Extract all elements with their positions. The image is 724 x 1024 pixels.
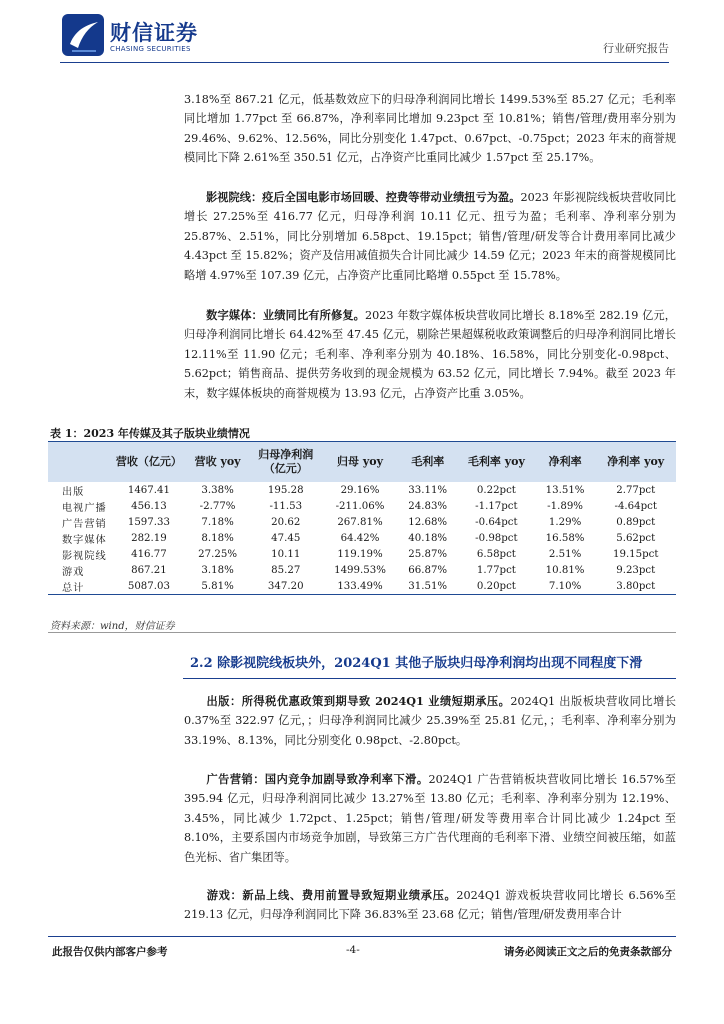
paragraph-lead: 数字媒体：业绩同比有所修复。 xyxy=(206,308,366,322)
table-header-cell: 营收（亿元） xyxy=(112,442,187,483)
paragraph-advertising xyxy=(184,770,676,867)
table-cell: 40.18% xyxy=(408,532,448,544)
table-cell: 20.62 xyxy=(271,516,301,528)
table-cell: 867.21 xyxy=(131,564,167,576)
table-cell: 3.80pct xyxy=(595,578,676,595)
paragraph-film-cinema xyxy=(184,188,676,285)
table-cell: 64.42% xyxy=(340,532,380,544)
table-cell: 1467.41 xyxy=(127,484,170,496)
table-cell: 6.58pct xyxy=(476,548,516,560)
table-cell: -211.06% xyxy=(335,500,385,512)
table-header-cell: 净利率 xyxy=(535,442,596,483)
table-cell: 24.83% xyxy=(408,500,448,512)
table-row xyxy=(48,530,676,546)
table-header-cell: 营收 yoy xyxy=(186,442,248,483)
chasing-securities-logo-icon xyxy=(62,14,104,56)
table-cell: 85.27 xyxy=(271,564,301,576)
table-cell: 1499.53% xyxy=(334,564,386,576)
table-cell: 1597.33 xyxy=(127,516,170,528)
table-cell: 25.87% xyxy=(408,548,448,560)
table-cell: 5087.03 xyxy=(112,578,187,595)
paragraph-text: 2024Q1 广告营销板块营收同比增长 16.57%至 395.94 亿元，归母净利润同比减少 13.27%至 13.80 亿元；毛利率、净利率分别为 12.19%、3.45%，同比减少 1.72pct、1.25pct；销售/管理/研发等费用率合计同比减少 1.24pct 至 8.10%，主要系国内市场竞争加剧，导致第三方广告代理商的毛利率下滑、业绩空间被压缩，如蓝色光标、省广集团等。 xyxy=(184,773,676,864)
table-cell: 456.13 xyxy=(131,500,167,512)
table-cell: -11.53 xyxy=(269,500,303,512)
table-header-cell xyxy=(48,442,112,483)
table-header-cell: 毛利率 xyxy=(397,442,458,483)
table-cell: 47.45 xyxy=(271,532,301,544)
table-cell: 12.68% xyxy=(408,516,448,528)
table-cell: 5.81% xyxy=(186,578,248,595)
table-cell: 5.62pct xyxy=(616,532,656,544)
table-cell: 0.20pct xyxy=(458,578,535,595)
paragraph-text: 2023 年影视院线板块营收同比增长 27.25%至 416.77 亿元，归母净利润 10.11 亿元、扭亏为盈；毛利率、净利率分别为 25.87%、2.51%，同比分别增加 6.58pct、19.15pct；销售/管理/研发等合计费用率同比减少 4.43pct 至 15.82%；资产及信用减值损失合计同比减少 14.59 亿元；2023 年末的商誉规模同比略增 4.97%至 107.39 亿元，占净资产比重同比略增 0.55pct 至 15.78%。 xyxy=(184,191,676,282)
footer-disclaimer: 此报告仅供内部客户参考 xyxy=(52,946,168,958)
paragraph-publishing xyxy=(184,692,676,750)
table-cell: 数字媒体 xyxy=(62,534,107,546)
table-cell: 7.18% xyxy=(201,516,234,528)
paragraph-text: 3.18%至 867.21 亿元，低基数效应下的归母净利润同比增长 1499.53%至 85.27 亿元；毛利率同比增加 1.77pct 至 66.87%，净利率同比增加 9.23pct 至 10.81%；销售/管理/费用率分别为 29.46%、9.62%、12.56%，同比分别变化 1.47pct、0.67pct、-0.75pct；2023 年末的商誉规模同比下降 2.61%至 350.51 亿元，占净资产比重同比减少 1.57pct 至 25.17%。 xyxy=(184,93,676,165)
performance-table-container xyxy=(48,441,676,595)
table-cell: 267.81% xyxy=(337,516,383,528)
table-row xyxy=(48,578,676,595)
table-header-row xyxy=(48,442,676,483)
report-type-label: 行业研究报告 xyxy=(603,42,669,55)
table-cell: 2.51% xyxy=(548,548,582,560)
section-title: 2.2 除影视院线板块外，2024Q1 其他子版块归母净利润均出现不同程度下滑 xyxy=(190,656,643,671)
table-cell: 416.77 xyxy=(131,548,167,560)
table-cell: 3.18% xyxy=(201,564,234,576)
table-cell: 游戏 xyxy=(62,566,85,578)
table-header-cell: 归母 yoy xyxy=(323,442,398,483)
table-row xyxy=(48,482,676,498)
page-number: -4- xyxy=(346,944,360,956)
table-cell: 7.10% xyxy=(535,578,596,595)
table-cell: -1.17pct xyxy=(475,500,518,512)
table-cell: 347.20 xyxy=(249,578,323,595)
table-row xyxy=(48,498,676,514)
paragraph-lead: 广告营销：国内竞争加剧导致净利率下滑。 xyxy=(206,772,429,786)
logo-chinese-name: 财信证券 xyxy=(110,21,198,45)
table-cell: -4.64pct xyxy=(614,500,657,512)
paragraph-text: 2023 年数字媒体板块营收同比增长 8.18%至 282.19 亿元，归母净利润同比增长 64.42%至 47.45 亿元，剔除芒果超媒税收政策调整后的归母净利润同比增长 12.11%至 11.90 亿元；毛利率、净利率分别为 40.18%、16.58%，同比分别变化-0.98pct、5.62pct；销售商品、提供劳务收到的现金规模为 63.52 亿元，同比增长 7.94%。截至 2023 年末，数字媒体板块的商誉规模为 13.93 亿元，占净资产比重 3.05%。 xyxy=(184,309,676,400)
paragraph-digital-media xyxy=(184,306,676,403)
table-header-cell: 归母净利润（亿元） xyxy=(249,442,323,483)
table-cell: 31.51% xyxy=(397,578,458,595)
table-cell: 9.23pct xyxy=(616,564,656,576)
table-cell: 282.19 xyxy=(131,532,167,544)
source-divider xyxy=(48,632,676,633)
header-divider xyxy=(60,62,669,63)
paragraph-lead: 出版：所得税优惠政策到期导致 2024Q1 业绩短期承压。 xyxy=(206,694,511,708)
table-cell: -2.77% xyxy=(199,500,236,512)
performance-table xyxy=(48,441,676,595)
table-cell: 2.77pct xyxy=(616,484,656,496)
table-cell: 1.77pct xyxy=(476,564,516,576)
footer-divider xyxy=(48,936,676,937)
paragraph-text: 2024Q1 出版板块营收同比增长 0.37%至 322.97 亿元，；归母净利润同比减少 25.39%至 25.81 亿元，；毛利率、净利率分别为 33.19%、8.13%，同比分别变化 0.98pct、-2.80pct。 xyxy=(184,695,676,747)
table-row xyxy=(48,562,676,578)
table-cell: 16.58% xyxy=(545,532,585,544)
table-cell: -0.64pct xyxy=(475,516,518,528)
table-cell: 0.89pct xyxy=(616,516,656,528)
table-title: 表 1：2023 年传媒及其子版块业绩情况 xyxy=(50,427,250,440)
table-cell: -1.89% xyxy=(547,500,583,512)
section-divider xyxy=(183,678,676,679)
table-cell: 66.87% xyxy=(408,564,448,576)
page-header xyxy=(0,0,724,70)
table-row xyxy=(48,514,676,530)
table-cell: 10.11 xyxy=(271,548,301,560)
table-cell: 出版 xyxy=(62,486,85,498)
table-cell: 广告营销 xyxy=(62,518,107,530)
table-row xyxy=(48,546,676,562)
table-cell: 0.22pct xyxy=(476,484,516,496)
table-cell: 10.81% xyxy=(545,564,585,576)
table-cell: 119.19% xyxy=(337,548,383,560)
table-cell: 29.16% xyxy=(340,484,380,496)
table-cell: 3.38% xyxy=(201,484,234,496)
table-cell: 8.18% xyxy=(201,532,234,544)
table-cell: 13.51% xyxy=(545,484,585,496)
table-cell: 133.49% xyxy=(323,578,398,595)
table-cell: 1.29% xyxy=(548,516,582,528)
table-source: 资料来源：wind，财信证券 xyxy=(50,621,175,632)
paragraph-lead: 影视院线：疫后全国电影市场回暖、控费等带动业绩扭亏为盈。 xyxy=(206,190,521,204)
table-cell: 195.28 xyxy=(267,484,304,496)
company-logo xyxy=(62,14,198,58)
table-cell: 27.25% xyxy=(198,548,238,560)
table-header-cell: 毛利率 yoy xyxy=(458,442,535,483)
table-cell: 电视广播 xyxy=(62,502,107,514)
paragraph-games xyxy=(184,886,676,925)
table-cell: 总计 xyxy=(48,578,112,595)
paragraph-text: 2024Q1 游戏板块营收同比增长 6.56%至 219.13 亿元，归母净利润同比下降 36.83%至 23.68 亿元；销售/管理/研发费用率合计 xyxy=(184,889,676,922)
logo-english-name: CHASING SECURITIES xyxy=(110,45,191,53)
table-cell: -0.98pct xyxy=(475,532,518,544)
footer-notice: 请务必阅读正文之后的免责条款部分 xyxy=(504,946,672,958)
paragraph-lead: 游戏：新品上线、费用前置导致短期业绩承压。 xyxy=(206,888,457,902)
table-cell: 33.11% xyxy=(408,484,448,496)
table-cell: 19.15pct xyxy=(612,548,659,560)
table-header-cell: 净利率 yoy xyxy=(595,442,676,483)
table-cell: 影视院线 xyxy=(62,550,107,562)
paragraph-games-continued xyxy=(184,90,676,168)
